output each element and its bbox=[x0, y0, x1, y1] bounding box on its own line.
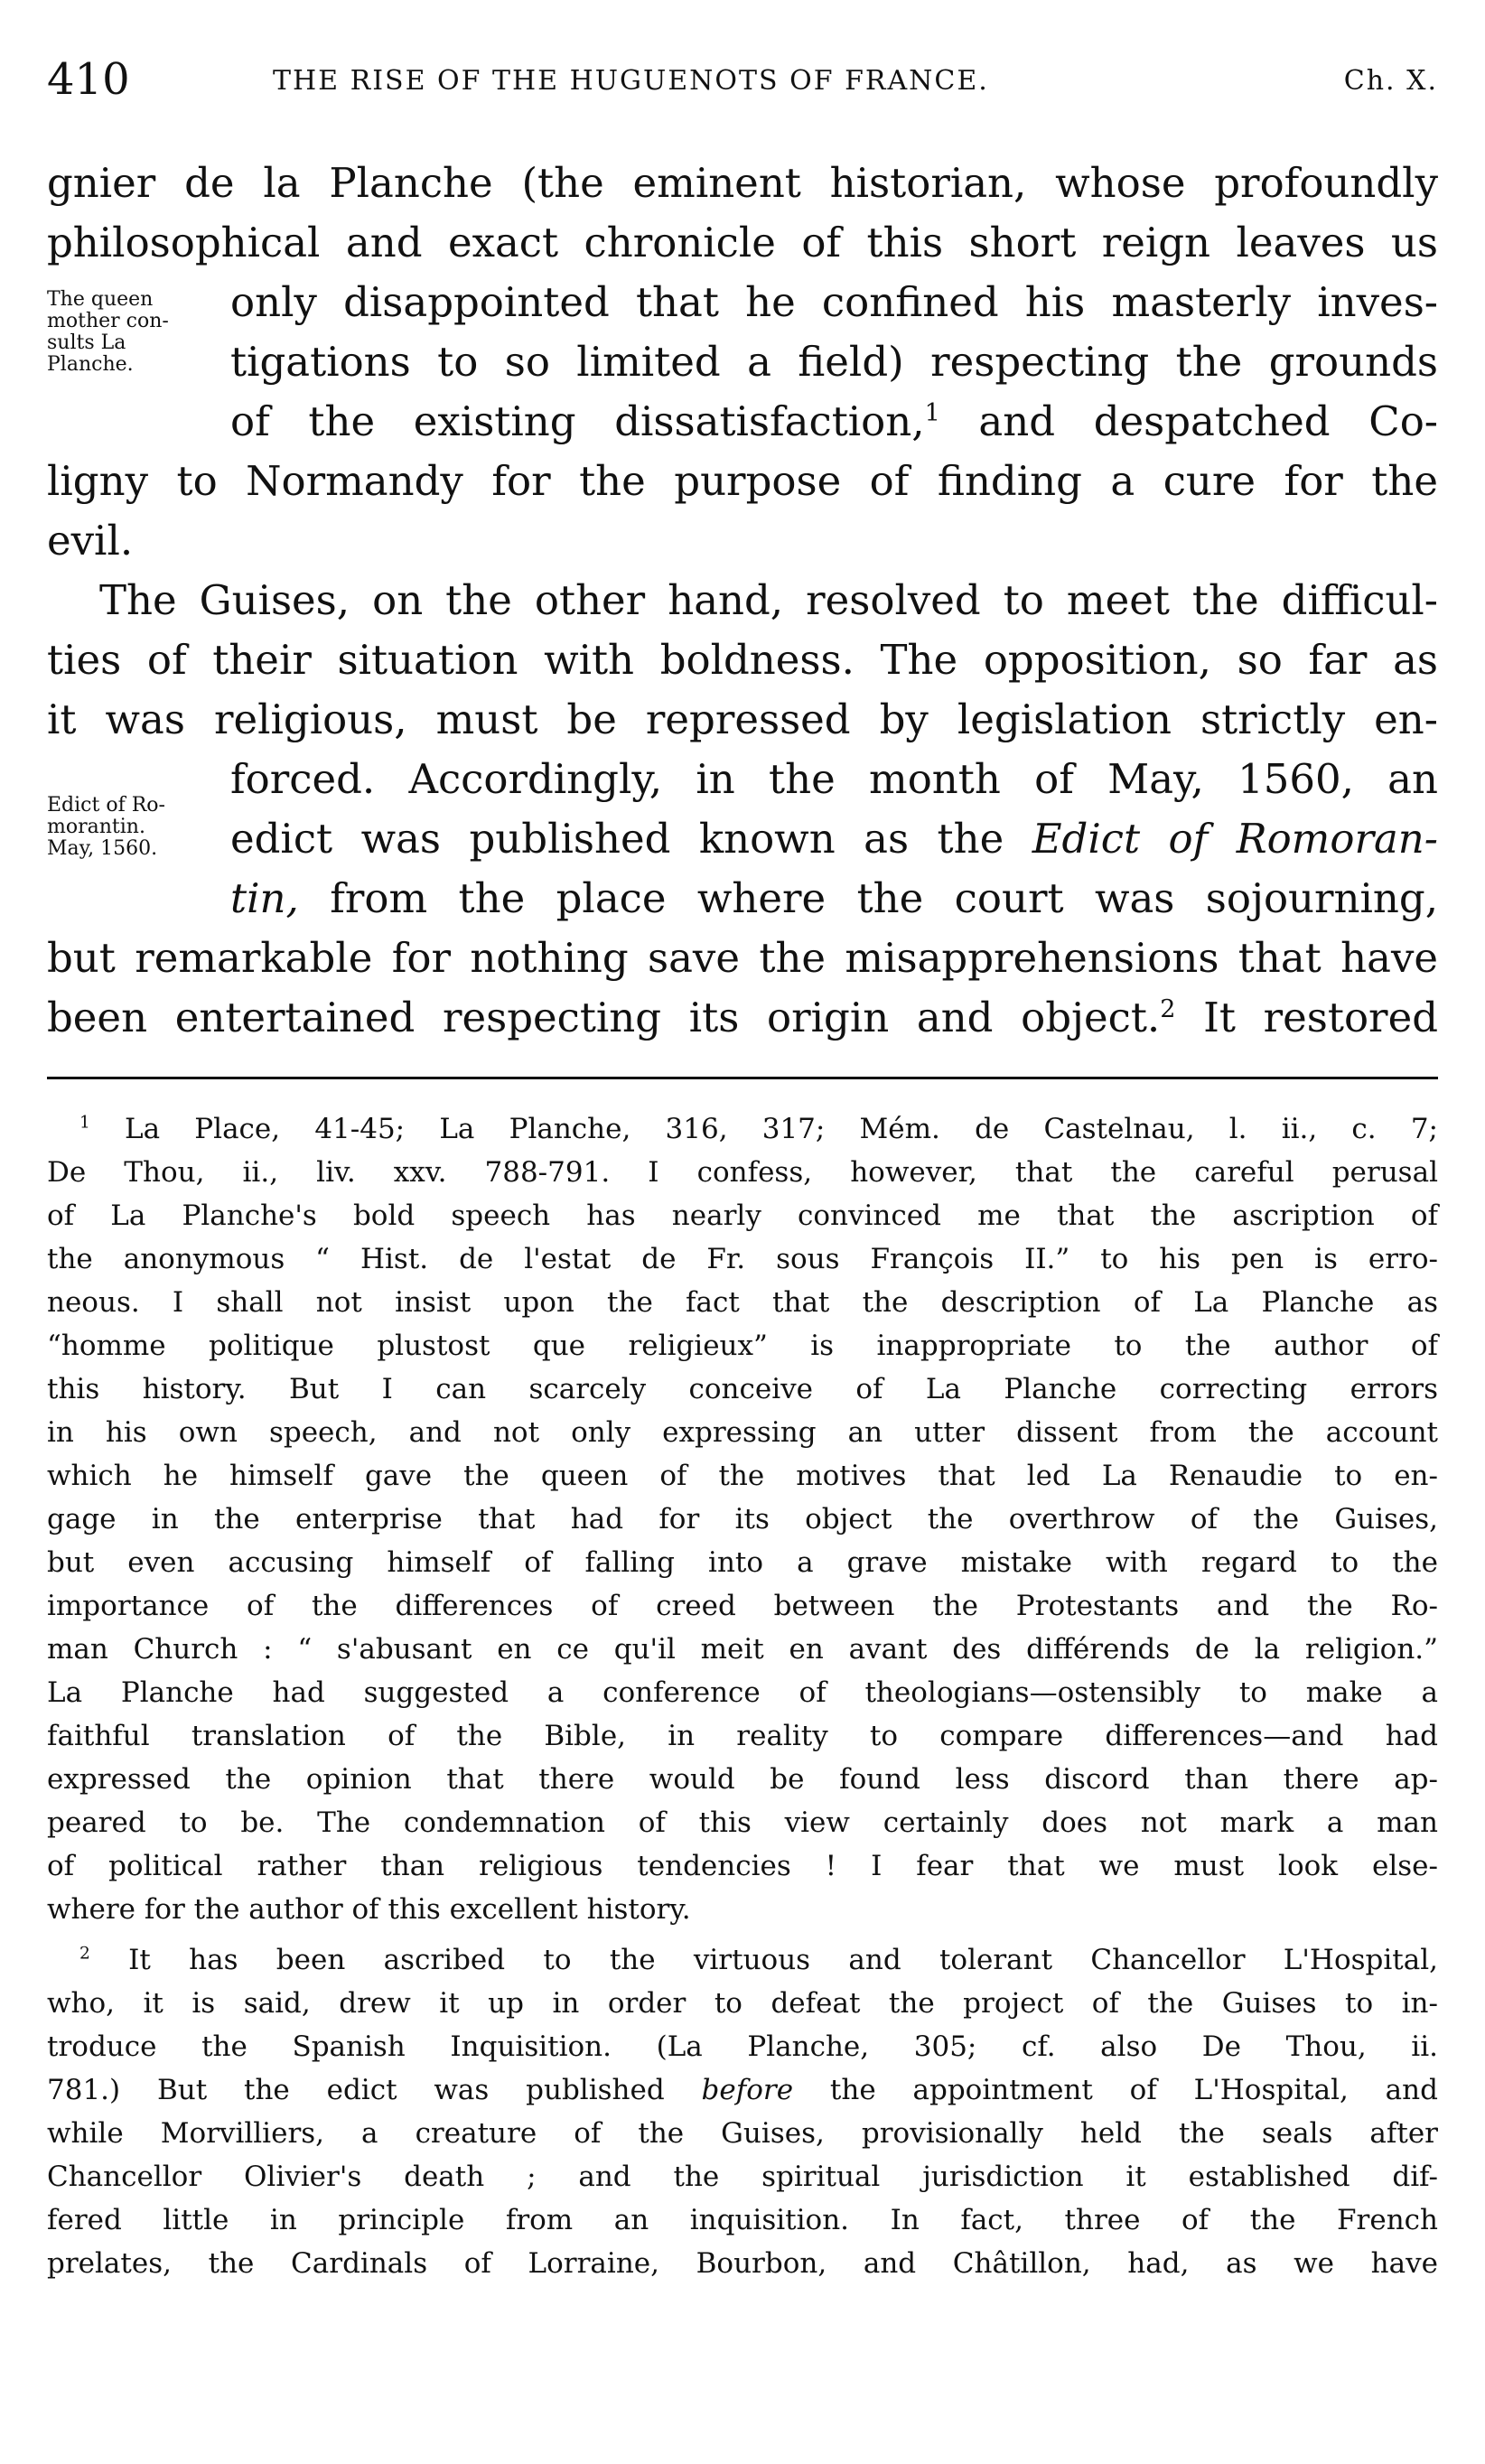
footnote-line: Chancellor Olivier's death ; and the spiritual jurisdiction it established dif- bbox=[47, 2161, 1438, 2193]
body-line bbox=[230, 392, 1438, 452]
margin-note-line: mother con- bbox=[47, 310, 169, 332]
footnote-rule bbox=[47, 1077, 1438, 1079]
footnote-line: gage in the enterprise that had for its object the overthrow of the Guises, bbox=[47, 1503, 1438, 1535]
footnote-line: where for the author of this excellent history. bbox=[47, 1893, 691, 1926]
body-line-text: of the existing dissatisfaction, bbox=[230, 397, 925, 445]
footnote-line: De Thou, ii., liv. xxv. 788-791. I confess, however, that the careful perusal bbox=[47, 1156, 1438, 1189]
body-line: ties of their situation with boldness. The opposition, so far as bbox=[47, 636, 1438, 684]
footnote-line bbox=[79, 1107, 1438, 1151]
footnote-marker-1: 1 bbox=[79, 1113, 90, 1133]
body-line: evil. bbox=[47, 517, 134, 565]
body-line: it was religious, must be repressed by legislation strictly en- bbox=[47, 695, 1438, 743]
footnote-line: prelates, the Cardinals of Lorraine, Bourbon, and Châtillon, had, as we have bbox=[47, 2247, 1438, 2280]
emphasis-before: before bbox=[701, 2074, 794, 2106]
footnote-marker-2: 2 bbox=[79, 1944, 90, 1964]
edict-name: tin, bbox=[230, 874, 299, 922]
body-line: ligny to Normandy for the purpose of finding a cure for the bbox=[47, 457, 1438, 505]
running-title: THE RISE OF THE HUGUENOTS OF FRANCE. bbox=[273, 65, 989, 97]
margin-note-line: The queen bbox=[47, 288, 154, 311]
footnote-line: of political rather than religious tendencies ! I fear that we must look else- bbox=[47, 1850, 1438, 1882]
body-line-text: from the place where the court was sojourning, bbox=[330, 874, 1438, 922]
footnote-line-text: La Place, 41-45; La Planche, 316, 317; Mém. de Castelnau, l. ii., c. 7; bbox=[125, 1113, 1439, 1145]
body-line: tigations to so limited a field) respecting the grounds bbox=[230, 338, 1438, 386]
footnote-line: faithful translation of the Bible, in reality to compare differences—and had bbox=[47, 1720, 1438, 1752]
footnote-line: expressed the opinion that there would be found less discord than there ap- bbox=[47, 1763, 1438, 1796]
margin-note-line: May, 1560. bbox=[47, 837, 158, 860]
footnote-line-text: the appointment of L'Hospital, and bbox=[829, 2074, 1438, 2106]
footnote-line-text: It has been ascribed to the virtuous and tolerant Chancellor L'Hospital, bbox=[128, 1944, 1438, 1976]
page-number: 410 bbox=[47, 54, 130, 105]
margin-note-queen-mother bbox=[47, 289, 169, 376]
body-line bbox=[47, 988, 1438, 1048]
body-line: forced. Accordingly, in the month of May, 1560, an bbox=[230, 755, 1438, 803]
footnote-line: man Church : “ s'abusant en ce qu'il meit en avant des différends de la religion.” bbox=[47, 1633, 1438, 1666]
chapter-label: Ch. X. bbox=[1343, 65, 1438, 97]
footnote-line bbox=[79, 1938, 1438, 1982]
footnote-line: while Morvilliers, a creature of the Guises, provisionally held the seals after bbox=[47, 2117, 1438, 2150]
margin-note-line: morantin. bbox=[47, 816, 145, 838]
body-line: The Guises, on the other hand, resolved to meet the difficul- bbox=[99, 576, 1438, 624]
footnote-line: troduce the Spanish Inquisition. (La Planche, 305; cf. also De Thou, ii. bbox=[47, 2030, 1438, 2063]
footnote-ref-2: 2 bbox=[1160, 995, 1176, 1023]
body-line-text: It restored bbox=[1203, 994, 1439, 1041]
footnote-line: fered little in principle from an inquisition. In fact, three of the French bbox=[47, 2204, 1438, 2236]
footnote-line bbox=[47, 2068, 1438, 2112]
body-line: gnier de la Planche (the eminent historian, whose profoundly bbox=[47, 159, 1438, 207]
footnote-line: of La Planche's bold speech has nearly convinced me that the ascription of bbox=[47, 1199, 1438, 1232]
footnote-line: neous. I shall not insist upon the fact that the description of La Planche as bbox=[47, 1286, 1438, 1319]
edict-name: Edict of Romoran- bbox=[1032, 815, 1438, 863]
footnote-line: peared to be. The condemnation of this view certainly does not mark a man bbox=[47, 1806, 1438, 1839]
body-line bbox=[230, 869, 1438, 929]
running-head bbox=[47, 52, 1438, 107]
footnote-line: in his own speech, and not only expressing an utter dissent from the account bbox=[47, 1416, 1438, 1449]
footnote-line-text: 781.) But the edict was published bbox=[47, 2074, 665, 2106]
footnote-ref-1: 1 bbox=[924, 399, 940, 427]
footnote-line: who, it is said, drew it up in order to defeat the project of the Guises to in- bbox=[47, 1987, 1438, 2020]
body-line-text: edict was published known as the bbox=[230, 815, 1004, 863]
body-line: only disappointed that he confined his masterly inves- bbox=[230, 278, 1438, 326]
margin-note-line: Edict of Ro- bbox=[47, 794, 165, 817]
body-line bbox=[230, 809, 1438, 869]
margin-note-line: Planche. bbox=[47, 353, 134, 376]
footnote-line: this history. But I can scarcely conceive of La Planche correcting errors bbox=[47, 1373, 1438, 1405]
body-line: philosophical and exact chronicle of this short reign leaves us bbox=[47, 219, 1438, 266]
margin-note-line: sults La bbox=[47, 331, 126, 354]
footnote-line: “homme politique plustost que religieux” is inappropriate to the author of bbox=[47, 1330, 1438, 1362]
footnote-line: which he himself gave the queen of the motives that led La Renaudie to en- bbox=[47, 1460, 1438, 1492]
margin-note-edict bbox=[47, 795, 165, 860]
footnote-line: but even accusing himself of falling into a grave mistake with regard to the bbox=[47, 1546, 1438, 1579]
body-line: but remarkable for nothing save the misapprehensions that have bbox=[47, 934, 1438, 982]
footnote-line: the anonymous “ Hist. de l'estat de Fr. sous François II.” to his pen is erro- bbox=[47, 1243, 1438, 1275]
body-line-text: been entertained respecting its origin and object. bbox=[47, 994, 1161, 1041]
body-line-text: and despatched Co- bbox=[939, 397, 1438, 445]
footnote-line: importance of the differences of creed between the Protestants and the Ro- bbox=[47, 1590, 1438, 1622]
footnote-line: La Planche had suggested a conference of theologians—ostensibly to make a bbox=[47, 1676, 1438, 1709]
